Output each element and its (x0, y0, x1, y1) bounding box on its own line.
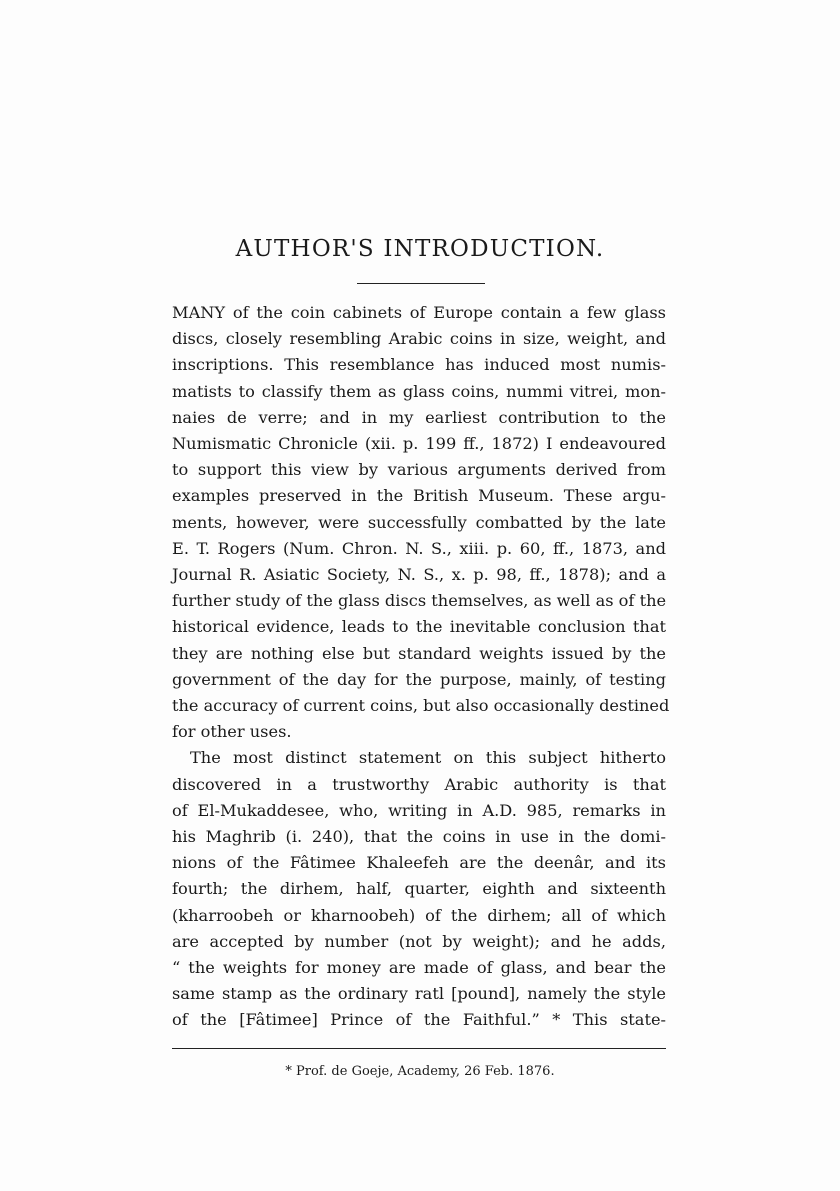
text-line: the accuracy of current coins, but also occasionally destined (172, 696, 670, 716)
paragraph-2 (172, 745, 666, 1033)
text-line: government of the day for the purpose, mainly, of testing (172, 669, 666, 689)
text-line: (kharroobeh or kharnoobeh) of the dirhem; all of which (172, 905, 666, 925)
text-line: for other uses. (172, 722, 292, 742)
page-title: AUTHOR'S INTRODUCTION. (235, 236, 605, 262)
body-text (172, 300, 670, 1034)
text-line: to support this view by various arguments derived from (172, 460, 666, 480)
text-line: MANY of the coin cabinets of Europe contain a few glass (172, 303, 666, 322)
text-line: are accepted by number (not by weight); and he adds, (172, 931, 666, 951)
text-line: naies de verre; and in my earliest contribution to the (172, 407, 666, 427)
text-line: The most distinct statement on this subject hitherto (190, 748, 666, 768)
text-line: of El-Mukaddesee, who, writing in A.D. 985, remarks in (172, 800, 666, 820)
text-line: same stamp as the ordinary ratl [pound], namely the style (172, 984, 666, 1004)
text-line: further study of the glass discs themselves, as well as of the (172, 591, 667, 611)
footnote-divider (172, 1048, 666, 1049)
text-line: Journal R. Asiatic Society, N. S., x. p. 98, ff., 1878); and a (172, 565, 666, 585)
text-line: E. T. Rogers (Num. Chron. N. S., xiii. p. 60, ff., 1873, and (172, 538, 666, 558)
text-line: discs, closely resembling Arabic coins in size, weight, and (172, 329, 666, 349)
text-line: of the [Fâtimee] Prince of the Faithful.” * This state- (172, 1010, 666, 1030)
text-line: discovered in a trustworthy Arabic authority is that (172, 774, 666, 794)
text-line: they are nothing else but standard weights issued by the (172, 643, 666, 663)
text-line: matists to classify them as glass coins, nummi vitrei, mon- (172, 381, 666, 401)
text-line: examples preserved in the British Museum. These argu- (172, 486, 666, 506)
text-line: nions of the Fâtimee Khaleefeh are the deenâr, and its (172, 853, 666, 873)
text-line: inscriptions. This resemblance has induced most numis- (172, 355, 666, 375)
title-divider (357, 283, 485, 284)
text-line: historical evidence, leads to the inevitable conclusion that (172, 617, 666, 637)
text-line: Numismatic Chronicle (xii. p. 199 ff., 1872) I endeavoured (172, 434, 666, 454)
text-line: his Maghrib (i. 240), that the coins in use in the domi- (172, 827, 666, 847)
text-line: fourth; the dirhem, half, quarter, eighth and sixteenth (172, 879, 666, 899)
paragraph-1 (172, 300, 670, 745)
text-line: “ the weights for money are made of glass, and bear the (172, 958, 666, 978)
footnote: * Prof. de Goeje, Academy, 26 Feb. 1876. (285, 1064, 555, 1079)
text-line: ments, however, were successfully combatted by the late (172, 512, 666, 532)
